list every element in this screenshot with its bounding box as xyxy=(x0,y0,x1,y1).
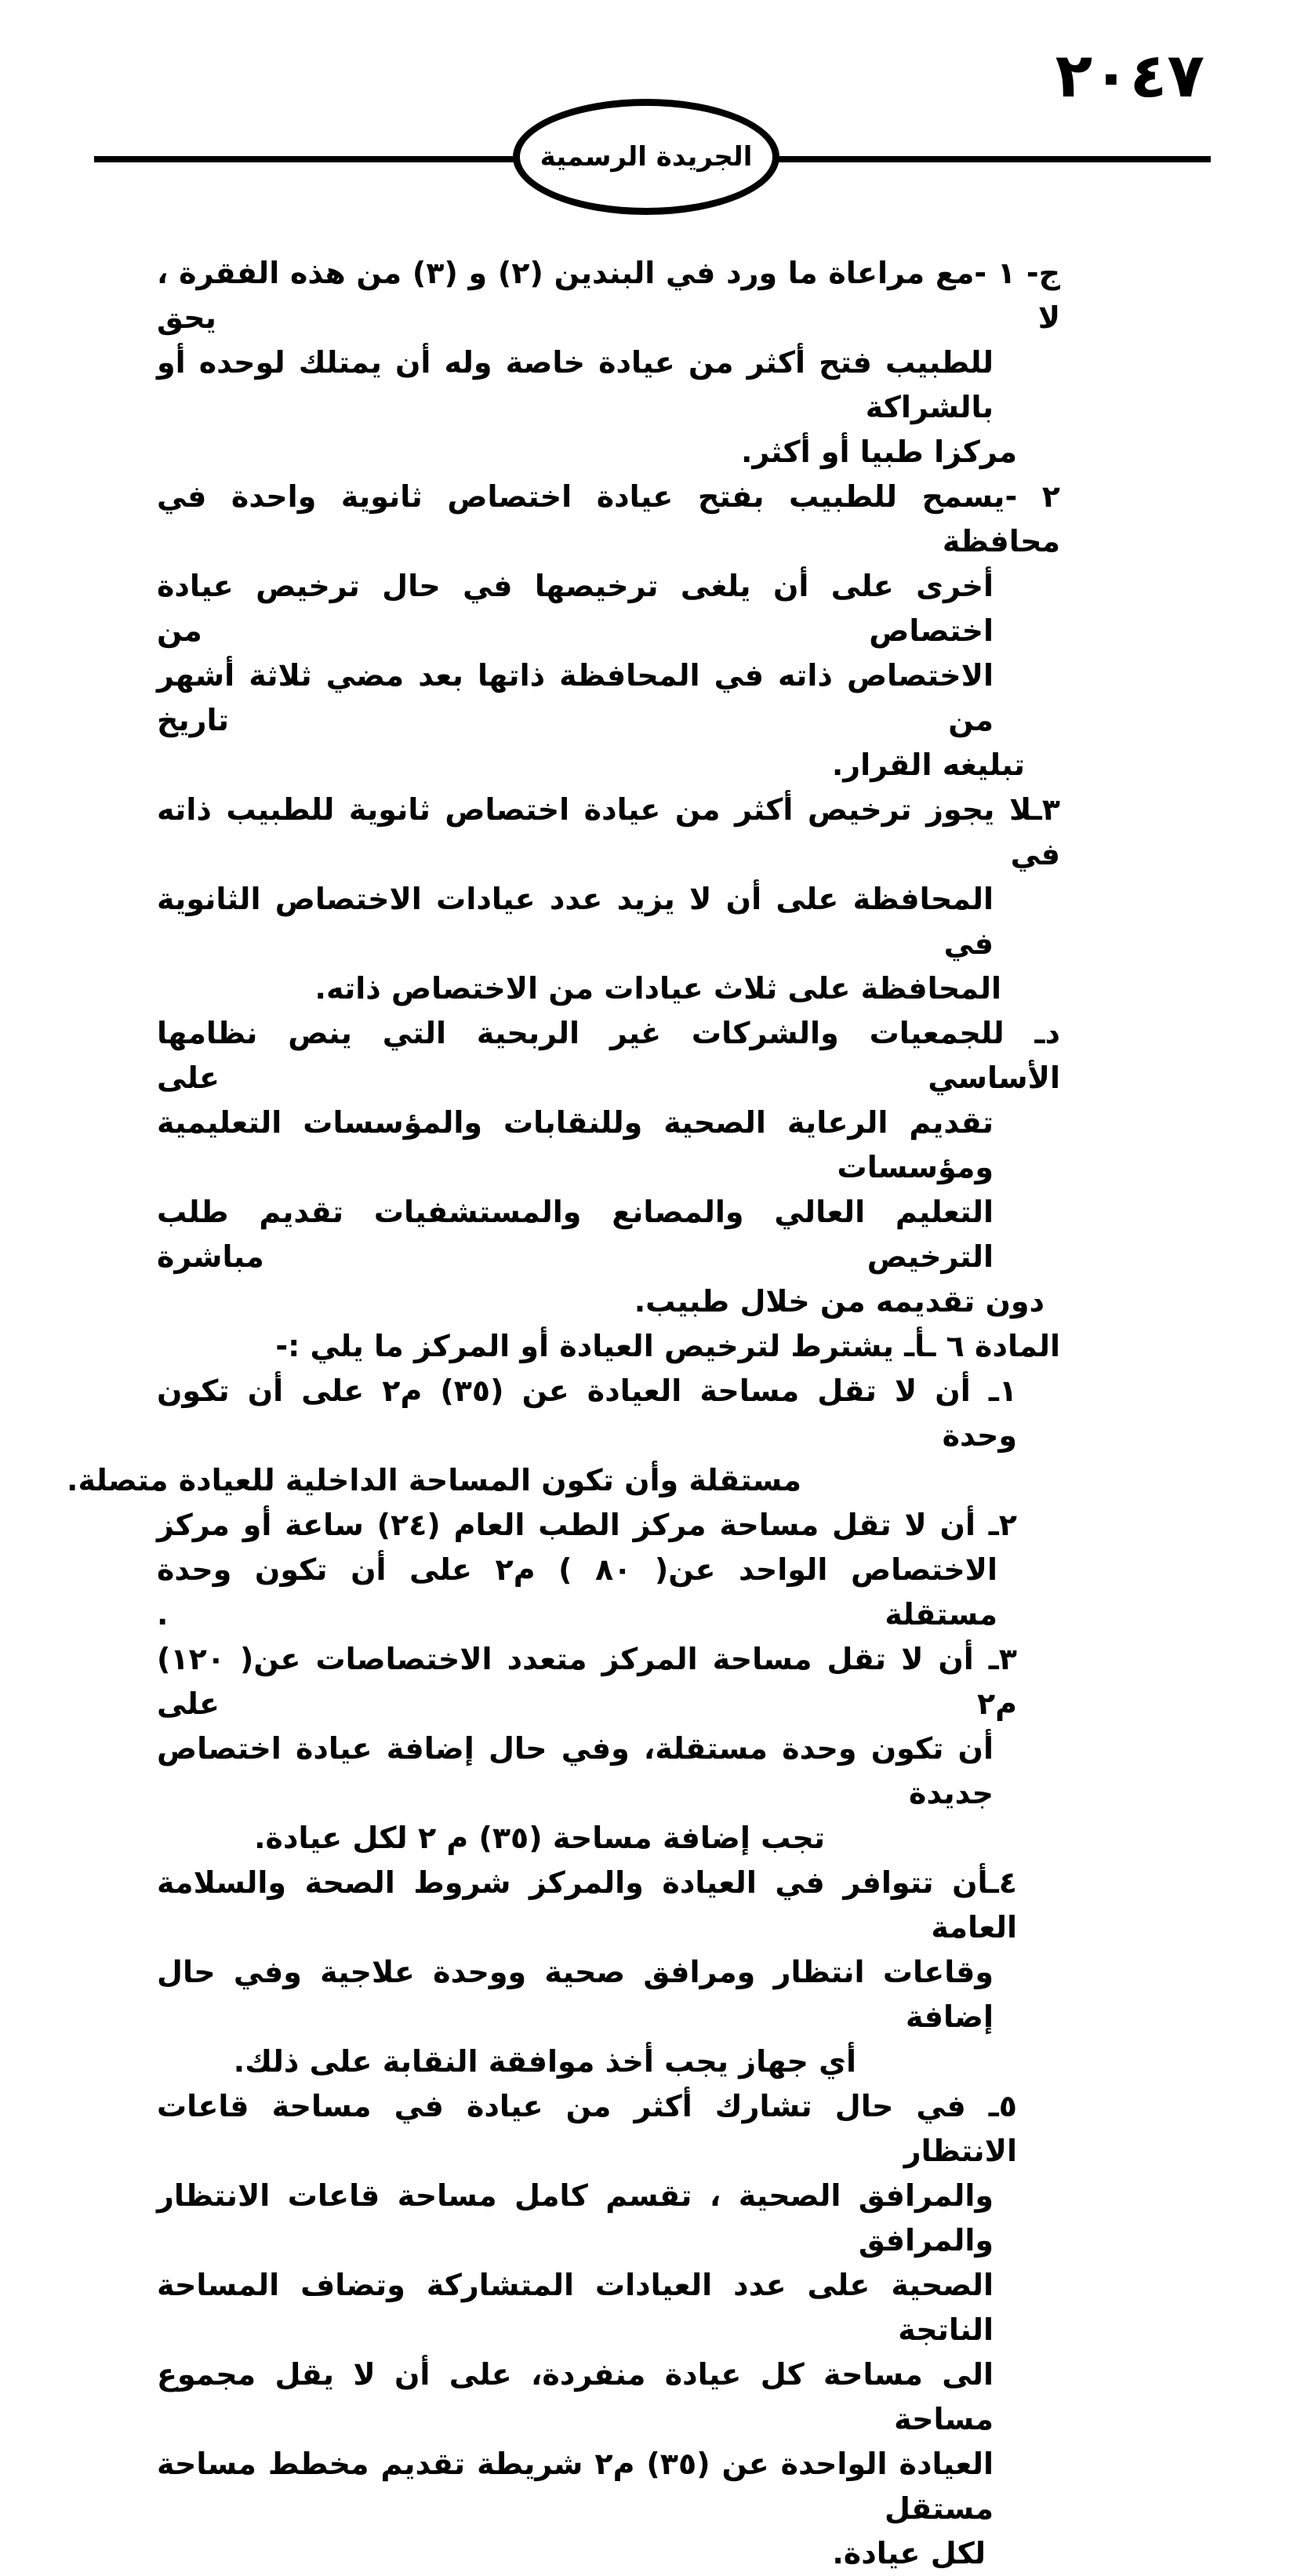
text-line: العيادة الواحدة عن (٣٥) م٢ شريطة تقديم مخطط مساحة مستقل xyxy=(157,2447,994,2526)
text-line: ٣ـلا يجوز ترخيص أكثر من عيادة اختصاص ثانوية للطبيب ذاته في xyxy=(157,792,1060,871)
text-line: ٥ـ في حال تشارك أكثر من عيادة في مساحة قاعات الانتظار xyxy=(157,2089,1017,2168)
text-line: والمرافق الصحية ، تقسم كامل مساحة قاعات الانتظار والمرافق xyxy=(157,2178,994,2258)
paragraph xyxy=(157,1011,1060,1324)
paragraph xyxy=(157,1503,1060,1637)
text-line: وقاعات انتظار ومرافق صحية ووحدة علاجية وفي حال إضافة xyxy=(157,1955,994,2034)
paragraph xyxy=(157,2084,1060,2576)
paragraph xyxy=(157,1861,1060,2084)
banner-oval xyxy=(513,99,779,215)
text-line: للطبيب فتح أكثر من عيادة خاصة وله أن يمتلك لوحده أو بالشراكة xyxy=(157,345,994,424)
text-line: تبليغه القرار. xyxy=(831,748,1025,782)
paragraph xyxy=(157,251,1060,475)
text-line: ٤ـأن تتوافر في العيادة والمركز شروط الصحة والسلامة العامة xyxy=(157,1865,1017,1945)
text-line: ١ـ أن لا تقل مساحة العيادة عن (٣٥) م٢ على أن تكون وحدة xyxy=(157,1374,1018,1453)
text-line: التعليم العالي والمصانع والمستشفيات تقديم طلب الترخيص مباشرة xyxy=(157,1195,994,1274)
paragraph xyxy=(157,475,1060,788)
paragraph xyxy=(67,1369,1060,1503)
text-line: الاختصاص ذاته في المحافظة ذاتها بعد مضي ثلاثة أشهر من تاريخ xyxy=(157,658,994,737)
paragraph xyxy=(157,788,1060,1011)
text-line: تقديم الرعاية الصحية وللنقابات والمؤسسات التعليمية ومؤسسات xyxy=(157,1105,994,1184)
paragraph xyxy=(157,1637,1060,1861)
text-line: الاختصاص الواحد عن( ٨٠ ) م٢ على أن تكون وحدة مستقلة . xyxy=(157,1552,998,1632)
text-line: الى مساحة كل عيادة منفردة، على أن لا يقل مجموع مساحة xyxy=(157,2357,994,2436)
text-line: المحافظة على أن لا يزيد عدد عيادات الاختصاص الثانوية في xyxy=(157,882,994,961)
paragraph xyxy=(157,1324,1060,1369)
text-line: دـ للجمعيات والشركات غير الربحية التي ينص نظامها الأساسي على xyxy=(157,1016,1060,1095)
document-body xyxy=(67,251,1060,2576)
text-line: دون تقديمه من خلال طبيب. xyxy=(634,1284,1045,1319)
text-line: ٢ -يسمح للطبيب بفتح عيادة اختصاص ثانوية واحدة في محافظة xyxy=(157,479,1060,558)
text-line: ٢ـ أن لا تقل مساحة مركز الطب العام (٢٤) ساعة أو مركز xyxy=(157,1508,1017,1542)
gazette-banner-title: الجريدة الرسمية xyxy=(540,141,753,173)
text-line: المادة ٦ ـأـ يشترط لترخيص العيادة أو المركز ما يلي :- xyxy=(275,1329,1060,1363)
text-line: أن تكون وحدة مستقلة، وفي حال إضافة عيادة اختصاص جديدة xyxy=(157,1731,994,1810)
text-line: أخرى على أن يلغى ترخيصها في حال ترخيص عيادة اختصاص من xyxy=(157,569,994,648)
text-line: الصحية على عدد العيادات المتشاركة وتضاف المساحة الناتجة xyxy=(157,2268,994,2347)
text-line: أي جهاز يجب أخذ موافقة النقابة على ذلك. xyxy=(233,2044,856,2079)
text-line: ج- ١ -مع مراعاة ما ورد في البندين (٢) و (٣) من هذه الفقرة ، لا يحق xyxy=(157,256,1060,335)
text-line: المحافظة على ثلاث عيادات من الاختصاص ذاته. xyxy=(314,971,1001,1006)
text-line: مستقلة وأن تكون المساحة الداخلية للعيادة متصلة. xyxy=(67,1463,801,1497)
page-number: ٢٠٤٧ xyxy=(1055,41,1204,111)
text-line: مركزا طبيا أو أكثر. xyxy=(740,435,1017,469)
text-line: لكل عيادة. xyxy=(832,2536,986,2571)
text-line: تجب إضافة مساحة (٣٥) م ٢ لكل عيادة. xyxy=(254,1821,825,1855)
text-line: ٣ـ أن لا تقل مساحة المركز متعدد الاختصاصات عن( ١٢٠) م٢ على xyxy=(157,1642,1017,1721)
